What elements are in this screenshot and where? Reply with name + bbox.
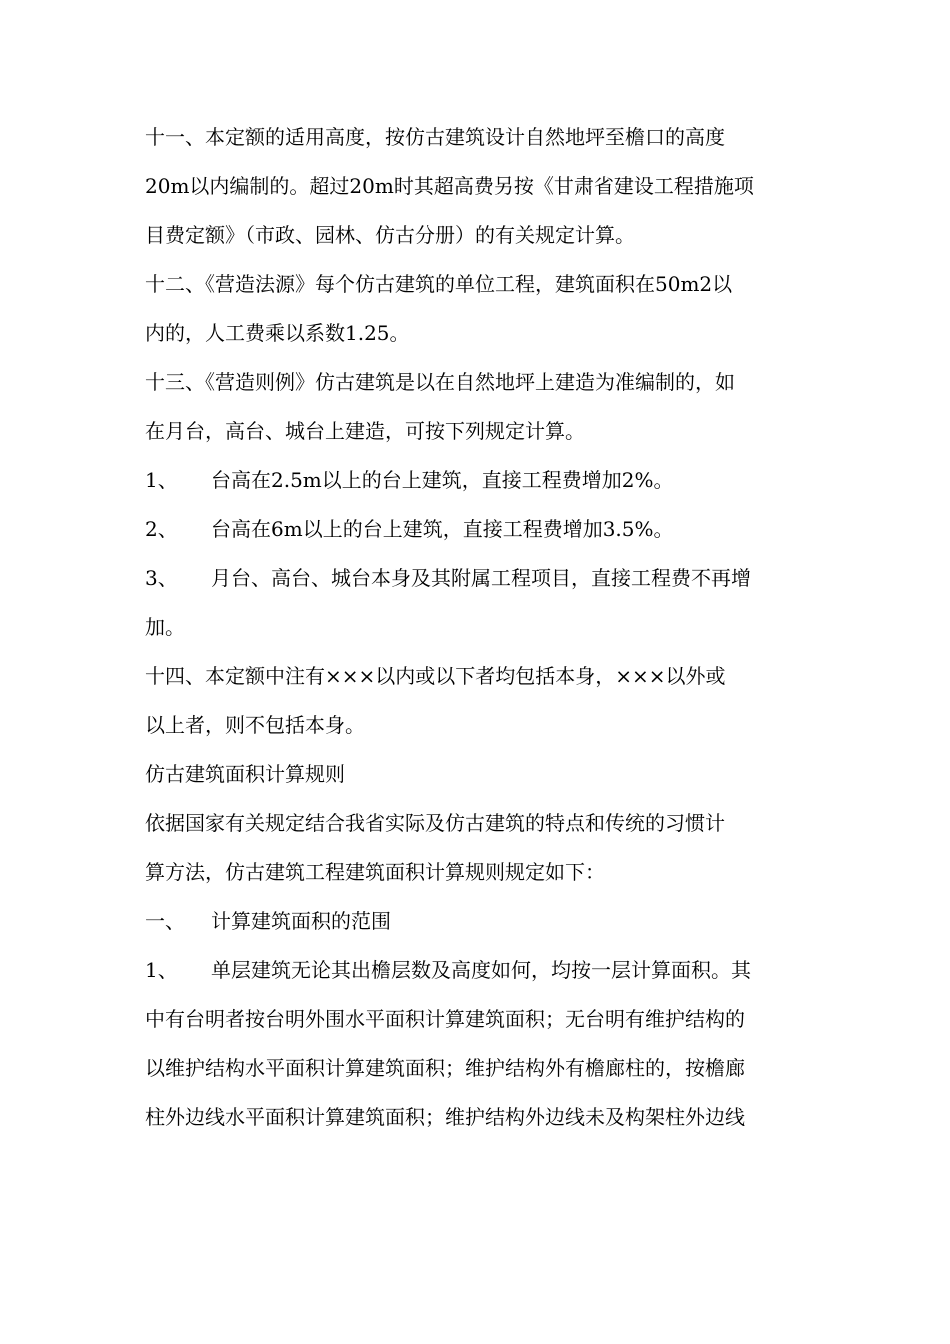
line-text: 台高在2.5m以上的台上建筑，直接工程费增加2%。 [211, 468, 674, 492]
line-text: 十一、本定额的适用高度，按仿古建筑设计自然地坪至檐口的高度 [145, 125, 725, 149]
line-text: 台高在6m以上的台上建筑，直接工程费增加3.5%。 [211, 517, 674, 541]
paragraph-line [145, 362, 810, 411]
list-item [145, 950, 810, 999]
line-text: 月台、高台、城台本身及其附属工程项目，直接工程费不再增 [211, 566, 751, 590]
list-marker: 1、 [145, 958, 178, 982]
paragraph-line [145, 999, 810, 1048]
section-heading [145, 754, 810, 803]
line-text: 十二、《营造法源》每个仿古建筑的单位工程，建筑面积在50m2以 [145, 272, 733, 296]
line-text: 目费定额》（市政、园林、仿古分册）的有关规定计算。 [145, 223, 635, 247]
paragraph-line [145, 117, 810, 166]
list-item [145, 509, 810, 558]
paragraph-line [145, 313, 810, 362]
line-text: 20m以内编制的。超过20m时其超高费另按《甘肃省建设工程措施项 [145, 174, 754, 198]
line-text: 单层建筑无论其出檐层数及高度如何，均按一层计算面积。其 [211, 958, 751, 982]
line-text: 十四、本定额中注有×××以内或以下者均包括本身，×××以外或 [145, 664, 726, 688]
line-text: 计算建筑面积的范围 [211, 909, 391, 933]
line-text: 中有台明者按台明外围水平面积计算建筑面积；无台明有维护结构的 [145, 1007, 745, 1031]
line-text: 依据国家有关规定结合我省实际及仿古建筑的特点和传统的习惯计 [145, 811, 725, 835]
paragraph-line [145, 803, 810, 852]
list-marker: 3、 [145, 566, 178, 590]
line-text: 仿古建筑面积计算规则 [145, 762, 345, 786]
line-text: 算方法，仿古建筑工程建筑面积计算规则规定如下： [145, 860, 605, 884]
list-item [145, 558, 810, 607]
paragraph-line [145, 852, 810, 901]
list-item [145, 901, 810, 950]
paragraph-line [145, 166, 810, 215]
paragraph-line [145, 215, 810, 264]
paragraph-line [145, 1097, 810, 1146]
line-text: 加。 [145, 615, 185, 639]
line-text: 柱外边线水平面积计算建筑面积；维护结构外边线未及构架柱外边线 [145, 1105, 745, 1129]
paragraph-line [145, 411, 810, 460]
list-item [145, 460, 810, 509]
paragraph-line [145, 264, 810, 313]
list-marker: 一、 [145, 909, 185, 933]
paragraph-line [145, 705, 810, 754]
line-text: 在月台，高台、城台上建造，可按下列规定计算。 [145, 419, 585, 443]
paragraph-line [145, 607, 810, 656]
paragraph-line [145, 656, 810, 705]
line-text: 十三、《营造则例》仿古建筑是以在自然地坪上建造为准编制的，如 [145, 370, 735, 394]
list-marker: 2、 [145, 517, 178, 541]
line-text: 内的，人工费乘以系数1.25。 [145, 321, 410, 345]
paragraph-line [145, 1048, 810, 1097]
body-text [145, 117, 810, 1146]
list-marker: 1、 [145, 468, 178, 492]
line-text: 以上者，则不包括本身。 [145, 713, 365, 737]
line-text: 以维护结构水平面积计算建筑面积；维护结构外有檐廊柱的，按檐廊 [145, 1056, 745, 1080]
